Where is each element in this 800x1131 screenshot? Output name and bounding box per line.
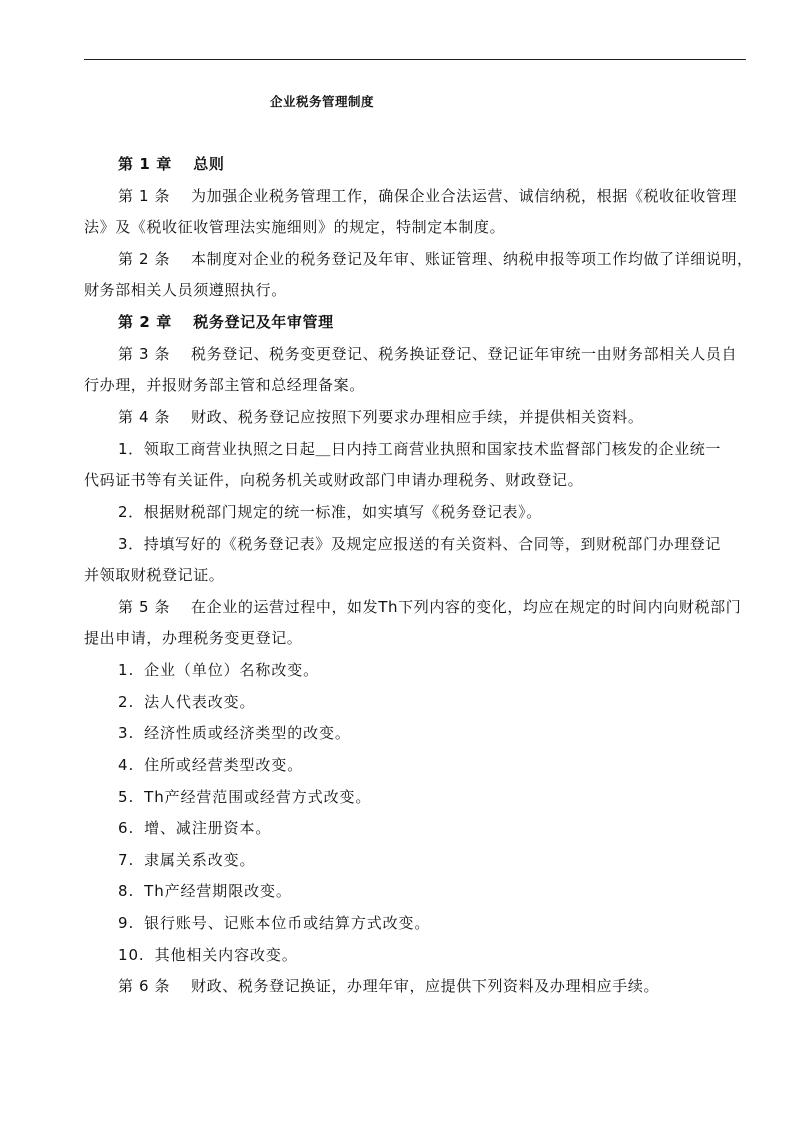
paragraph-line: 第 5 条 在企业的运营过程中，如发Th下列内容的变化，均应在规定的时间内向财税部门 [118, 598, 742, 616]
list-item [118, 945, 298, 965]
list-item-number: 5. [118, 788, 135, 806]
paragraph-line: 3．持填写好的《税务登记表》及规定应报送的有关资料、合同等，到财税部门办理登记 [118, 535, 721, 553]
paragraph-line: 法》及《税收征收管理法实施细则》的规定，特制定本制度。 [84, 218, 506, 236]
paragraph-line: 代码证书等有关证件，向税务机关或财政部门申请办理税务、财政登记。 [84, 471, 584, 489]
list-item-text: 隶属关系改变。 [144, 851, 256, 869]
list-item-text: Th产经营期限改变。 [144, 882, 292, 900]
list-item-number: 9. [118, 914, 135, 932]
list-item-number: 8. [118, 882, 135, 900]
list-item [118, 850, 255, 870]
list-item-number: 7. [118, 851, 135, 869]
paragraph-line: 第 3 条 税务登记、税务变更登记、税务换证登记、登记证年审统一由财务部相关人员自 [118, 345, 738, 363]
list-item [118, 818, 271, 838]
chapter-heading: 第 2 章 税务登记及年审管理 [118, 313, 334, 331]
list-item-text: 住所或经营类型改变。 [144, 756, 304, 774]
list-item-text: 企业（单位）名称改变。 [144, 661, 320, 679]
list-item-number: 1. [118, 661, 135, 679]
paragraph-line: 2．根据财税部门规定的统一标准，如实填写《税务登记表》。 [118, 503, 542, 521]
list-item-text: 经济性质或经济类型的改变。 [144, 724, 351, 742]
paragraph-line: 并领取财税登记证。 [84, 566, 225, 584]
list-item [118, 787, 371, 807]
paragraph-line: 1．领取工商营业执照之日起＿日内持工商营业执照和国家技术监督部门核发的企业统一 [118, 440, 721, 458]
list-item-number: 6. [118, 819, 135, 837]
chapter-heading: 第 1 章 总则 [118, 155, 225, 173]
list-item-number: 10. [118, 946, 145, 964]
list-item-text: Th产经营范围或经营方式改变。 [144, 788, 372, 806]
paragraph-line: 第 6 条 财政、税务登记换证，办理年审，应提供下列资料及办理相应手续。 [118, 977, 660, 995]
paragraph-line: 行办理，并报财务部主管和总经理备案。 [84, 376, 365, 394]
list-item [118, 913, 430, 933]
list-item [118, 723, 351, 743]
paragraph-line: 财务部相关人员须遵照执行。 [84, 281, 287, 299]
paragraph-line: 第 4 条 财政、税务登记应按照下列要求办理相应手续，并提供相关资料。 [118, 408, 644, 426]
list-item [118, 755, 303, 775]
list-item-number: 4. [118, 756, 135, 774]
list-item-number: 2. [118, 693, 135, 711]
list-item [118, 881, 292, 901]
document-title: 企业税务管理制度 [270, 94, 375, 109]
list-item-text: 增、减注册资本。 [144, 819, 272, 837]
list-item-text: 其他相关内容改变。 [154, 946, 298, 964]
list-item-text: 银行账号、记账本位币或结算方式改变。 [144, 914, 431, 932]
list-item-text: 法人代表改变。 [144, 693, 256, 711]
list-item [118, 692, 255, 712]
header-rule [84, 59, 746, 60]
paragraph-line: 第 2 条 本制度对企业的税务登记及年审、账证管理、纳税申报等项工作均做了详细说明， [118, 250, 753, 268]
list-item [118, 660, 319, 680]
paragraph-line: 第 1 条 为加强企业税务管理工作，确保企业合法运营、诚信纳税，根据《税收征收管理 [118, 187, 738, 205]
paragraph-line: 提出申请，办理税务变更登记。 [84, 629, 303, 647]
list-item-number: 3. [118, 724, 135, 742]
